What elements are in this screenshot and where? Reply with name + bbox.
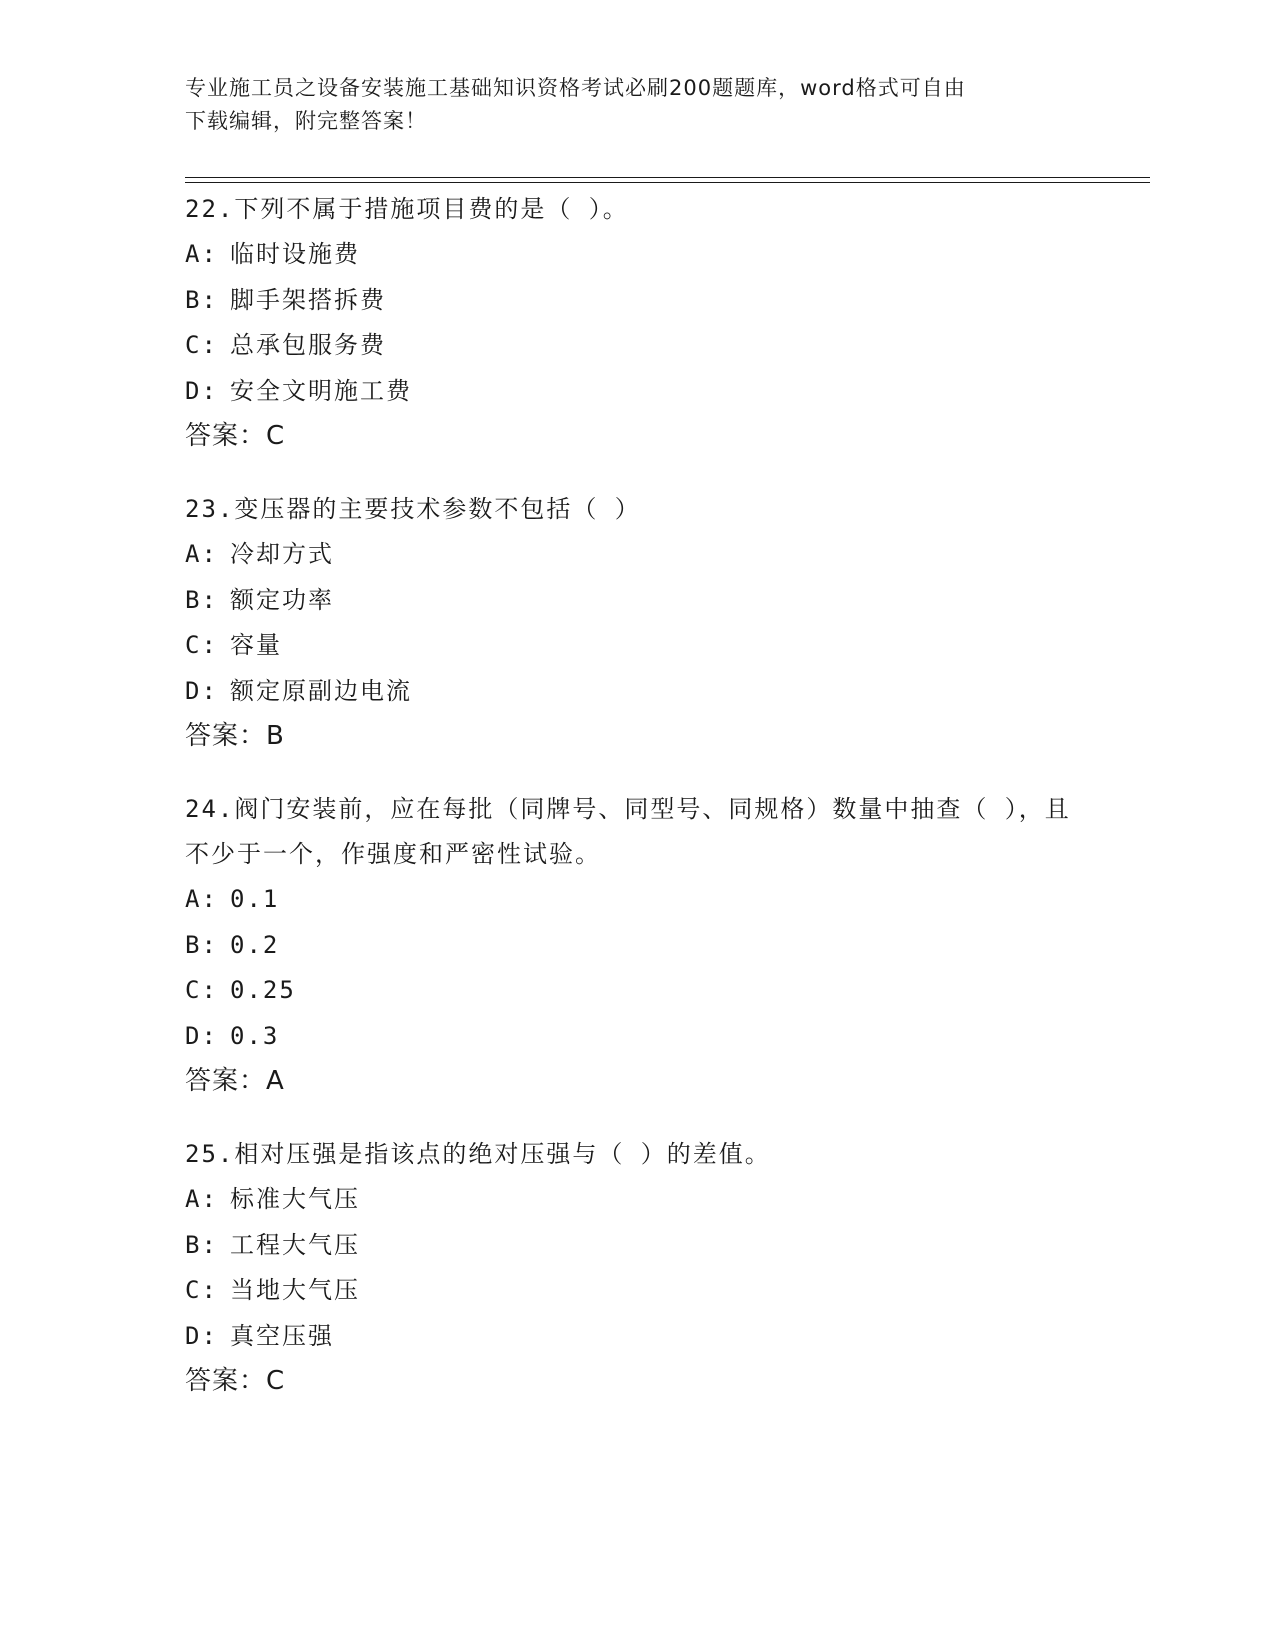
- option-key: B:: [185, 1230, 218, 1259]
- option-key: D:: [185, 376, 218, 405]
- option-text: 真空压强: [230, 1321, 334, 1350]
- option-text: 0.3: [230, 1021, 280, 1050]
- option-text: 0.25: [230, 976, 296, 1004]
- header-divider-bottom: [185, 182, 1150, 183]
- option-b: [185, 1223, 1085, 1269]
- option-key: A:: [185, 1185, 218, 1213]
- option-text: 工程大气压: [230, 1230, 360, 1259]
- option-key: A:: [185, 240, 218, 268]
- option-key: D:: [185, 676, 218, 705]
- option-a: [185, 1177, 1085, 1223]
- option-text: 冷却方式: [230, 540, 334, 568]
- option-a: [185, 232, 1085, 278]
- option-key: B:: [185, 930, 218, 959]
- option-key: C:: [185, 631, 218, 659]
- question-stem: 22.下列不属于措施项目费的是（ ）。: [185, 195, 629, 223]
- option-b: [185, 578, 1085, 624]
- option-c: [185, 623, 1085, 669]
- option-key: D:: [185, 1021, 218, 1050]
- option-key: D:: [185, 1321, 218, 1350]
- option-key: A:: [185, 885, 218, 913]
- option-key: C:: [185, 976, 218, 1004]
- question-stem: 24.阀门安装前，应在每批（同牌号、同型号、同规格）数量中抽查（ ），且不少于一个，作强度和严密性试验。: [185, 795, 1071, 868]
- option-text: 0.1: [230, 885, 280, 913]
- option-c: [185, 1268, 1085, 1314]
- option-b: [185, 278, 1085, 324]
- option-c: [185, 968, 1085, 1014]
- option-key: B:: [185, 585, 218, 614]
- answer-line: 答案：A: [185, 1066, 285, 1096]
- option-key: B:: [185, 285, 218, 314]
- option-text: 额定功率: [230, 585, 334, 614]
- question-22: [185, 187, 1085, 458]
- question-25: [185, 1132, 1085, 1403]
- option-text: 临时设施费: [230, 240, 360, 268]
- answer-line: 答案：C: [185, 421, 286, 451]
- question-23: [185, 487, 1085, 758]
- option-text: 当地大气压: [230, 1276, 360, 1304]
- header-title-line-2: 下载编辑，附完整答案！: [185, 109, 427, 133]
- option-text: 容量: [230, 631, 282, 659]
- option-b: [185, 923, 1085, 969]
- question-stem: 25.相对压强是指该点的绝对压强与（ ）的差值。: [185, 1140, 771, 1168]
- option-text: 额定原副边电流: [230, 676, 412, 705]
- header-title-line-1: 专业施工员之设备安装施工基础知识资格考试必刷200题题库，word格式可自由: [185, 76, 966, 100]
- option-d: [185, 1014, 1085, 1060]
- option-d: [185, 1314, 1085, 1360]
- question-24: [185, 787, 1085, 1103]
- option-text: 安全文明施工费: [230, 376, 412, 405]
- option-d: [185, 369, 1085, 415]
- answer-line: 答案：C: [185, 1366, 286, 1396]
- option-key: A:: [185, 540, 218, 568]
- answer-line: 答案：B: [185, 721, 285, 751]
- option-key: C:: [185, 331, 218, 359]
- option-text: 总承包服务费: [230, 331, 386, 359]
- question-list: [185, 187, 1085, 1432]
- document-header: [185, 72, 1065, 138]
- option-a: [185, 877, 1085, 923]
- header-divider-top: [185, 177, 1150, 178]
- option-d: [185, 669, 1085, 715]
- option-key: C:: [185, 1276, 218, 1304]
- option-a: [185, 532, 1085, 578]
- option-text: 脚手架搭拆费: [230, 285, 386, 314]
- option-text: 0.2: [230, 930, 280, 959]
- option-c: [185, 323, 1085, 369]
- option-text: 标准大气压: [230, 1185, 360, 1213]
- question-stem: 23.变压器的主要技术参数不包括（ ）: [185, 495, 641, 523]
